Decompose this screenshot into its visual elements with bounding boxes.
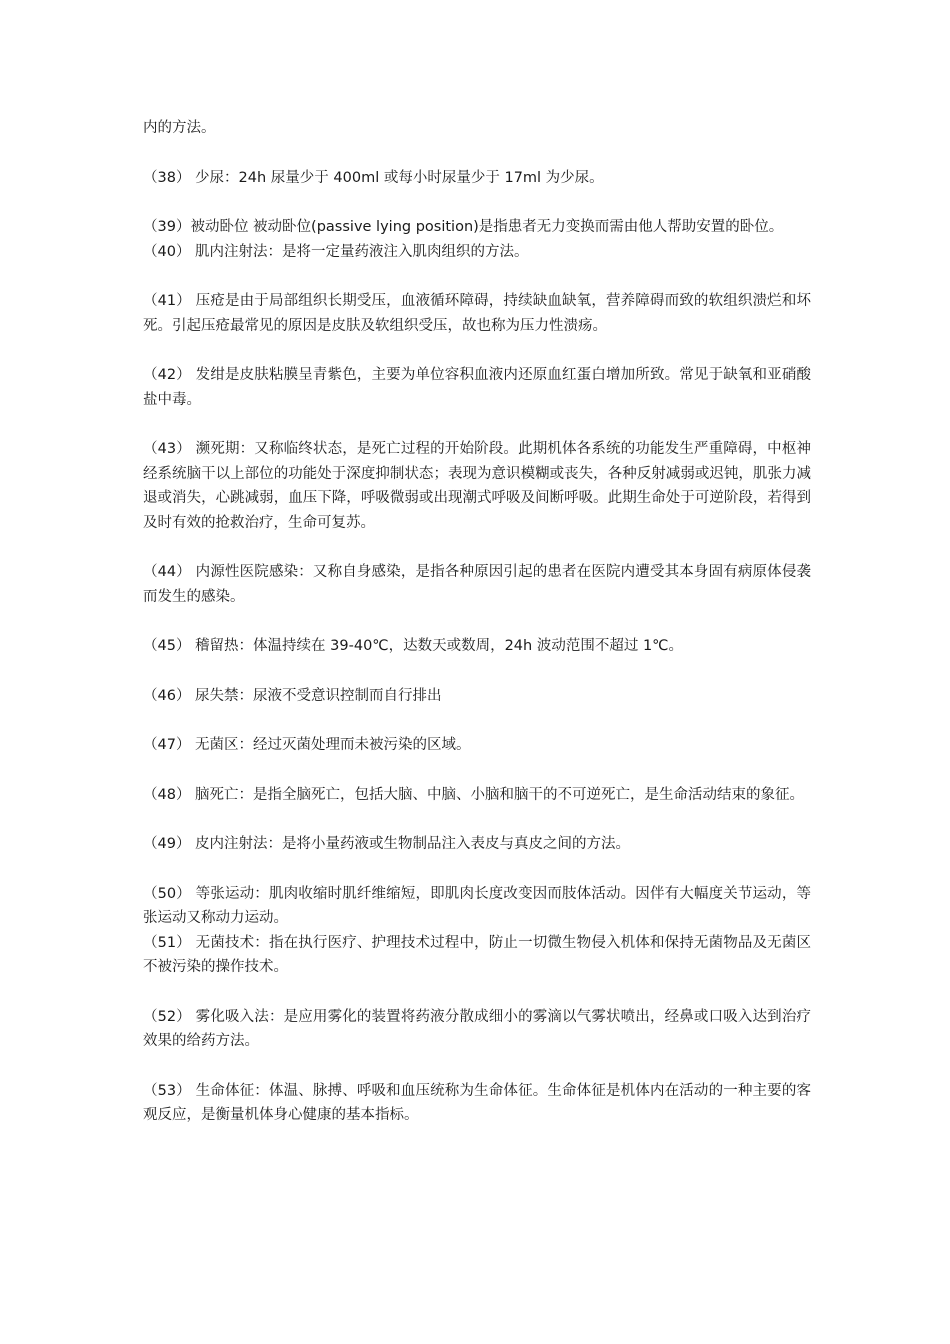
paragraph-48: （48） 脑死亡：是指全脑死亡，包括大脑、中脑、小脑和脑干的不可逆死亡，是生命活动结束的象征。 (143, 786, 805, 803)
paragraph-49: （49） 皮内注射法：是将小量药液或生物制品注入表皮与真皮之间的方法。 (143, 836, 631, 852)
paragraph-42: （42） 发绀是皮肤粘膜呈青紫色，主要为单位容积血液内还原血红蛋白增加所致。常见于缺氧和亚硝酸盐中毒。 (143, 367, 811, 408)
paragraph-50: （50） 等张运动：肌肉收缩时肌纤维缩短，即肌肉长度改变因而肢体活动。因伴有大幅度关节运动，等张运动又称动力运动。 (143, 885, 811, 926)
paragraph-46: （46） 尿失禁：尿液不受意识控制而自行排出 (143, 687, 442, 704)
paragraph-continuation: 内的方法。 (143, 120, 216, 136)
paragraph-38: （38） 少尿：24h 尿量少于 400ml 或每小时尿量少于 17ml 为少尿。 (143, 169, 604, 186)
paragraph-47: （47） 无菌区：经过灭菌处理而未被污染的区域。 (143, 737, 471, 753)
paragraph-39: （39）被动卧位 被动卧位(passive lying position)是指患者无力变换而需由他人帮助安置的卧位。 (143, 219, 784, 235)
paragraph-41: （41） 压疮是由于局部组织长期受压，血液循环障碍，持续缺血缺氧，营养障碍而致的软组织溃烂和坏死。引起压疮最常见的原因是皮肤及软组织受压，故也称为压力性溃疡。 (143, 293, 811, 334)
paragraph-52: （52） 雾化吸入法：是应用雾化的装置将药液分散成细小的雾滴以气雾状喷出，经鼻或口吸入达到治疗效果的给药方法。 (143, 1008, 811, 1049)
paragraph-44: （44） 内源性医院感染：又称自身感染，是指各种原因引起的患者在医院内遭受其本身固有病原体侵袭而发生的感染。 (143, 564, 811, 605)
paragraph-53: （53） 生命体征：体温、脉搏、呼吸和血压统称为生命体征。生命体征是机体内在活动的一种主要的客观反应，是衡量机体身心健康的基本指标。 (143, 1082, 811, 1123)
paragraph-51: （51） 无菌技术：指在执行医疗、护理技术过程中，防止一切微生物侵入机体和保持无菌物品及无菌区不被污染的操作技术。 (143, 934, 811, 975)
paragraph-40: （40） 肌内注射法：是将一定量药液注入肌肉组织的方法。 (143, 243, 529, 260)
paragraph-43: （43） 濒死期：又称临终状态，是死亡过程的开始阶段。此期机体各系统的功能发生严重障碍，中枢神经系统脑干以上部位的功能处于深度抑制状态；表现为意识模糊或丧失，各种反射减弱或迟钝，肌张力减退或消失，心跳减弱，血压下降，呼吸微弱或出现潮式呼吸及间断呼吸。此期生命处于可逆阶段，若得到及时有效的抢救治疗，生命可复苏。 (143, 441, 811, 531)
paragraph-45: （45） 稽留热：体温持续在 39-40℃，达数天或数周，24h 波动范围不超过 1℃。 (143, 638, 683, 654)
document-body (143, 116, 811, 1128)
